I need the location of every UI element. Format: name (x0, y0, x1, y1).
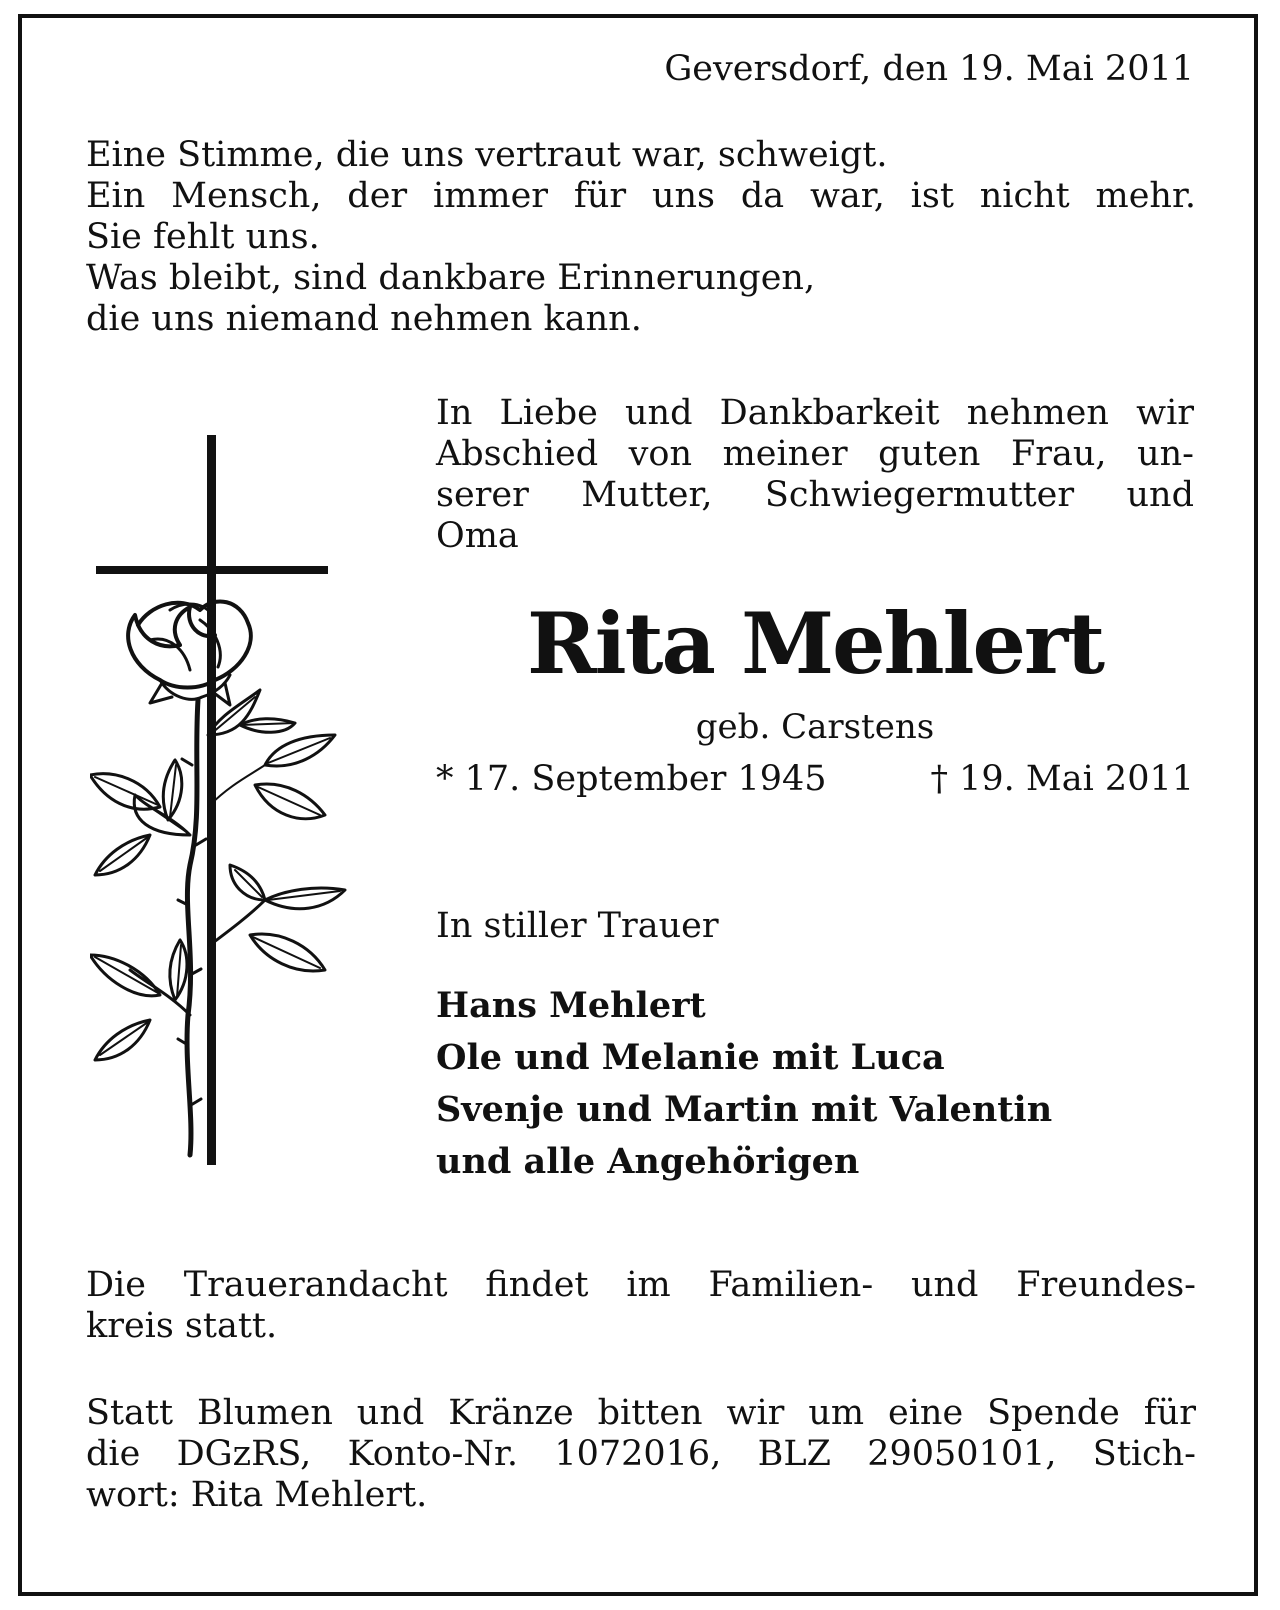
poem-line: die uns niemand nehmen kann. (86, 299, 642, 339)
mourner-name: Svenje und Martin mit Valentin (436, 1089, 1053, 1130)
cross-with-rose-icon (90, 435, 370, 1170)
mourners-list (436, 980, 1052, 1188)
service-line: Die Trauerandacht findet im Familien- und Freundes- (86, 1265, 1196, 1305)
death-date: † 19. Mai 2011 (930, 759, 1194, 799)
intro-line: Oma (436, 516, 519, 556)
place-date: Geversdorf, den 19. Mai 2011 (664, 49, 1194, 89)
donation-line: die DGzRS, Konto-Nr. 1072016, BLZ 29050101, Stich- (86, 1434, 1196, 1474)
intro-line: In Liebe und Dankbarkeit nehmen wir (436, 393, 1194, 433)
maiden-name: geb. Carstens (695, 707, 935, 747)
mourner-name: und alle Angehörigen (436, 1141, 860, 1182)
poem-line: Ein Mensch, der immer für uns da war, ist nicht mehr. (86, 176, 1196, 216)
intro-line: serer Mutter, Schwiegermutter und (436, 475, 1194, 515)
service-line: kreis statt. (86, 1306, 278, 1346)
deceased-name: Rita Mehlert (526, 594, 1104, 693)
mourner-name: Hans Mehlert (436, 985, 706, 1026)
farewell-intro (436, 393, 1194, 557)
birth-date: * 17. September 1945 (436, 759, 827, 799)
mourning-heading: In stiller Trauer (436, 906, 719, 946)
poem-line: Was bleibt, sind dankbare Erinnerungen, (86, 258, 816, 298)
service-note (86, 1265, 1196, 1347)
mourner-name: Ole und Melanie mit Luca (436, 1037, 945, 1078)
poem-line: Sie fehlt uns. (86, 217, 320, 257)
poem-line: Eine Stimme, die uns vertraut war, schweigt. (86, 135, 888, 175)
poem (86, 135, 1196, 340)
donation-line: Statt Blumen und Kränze bitten wir um eine Spende für (86, 1393, 1196, 1433)
donation-line: wort: Rita Mehlert. (86, 1475, 428, 1515)
donation-note (86, 1393, 1196, 1516)
life-dates (436, 758, 1194, 800)
intro-line: Abschied von meiner guten Frau, un- (436, 434, 1194, 474)
